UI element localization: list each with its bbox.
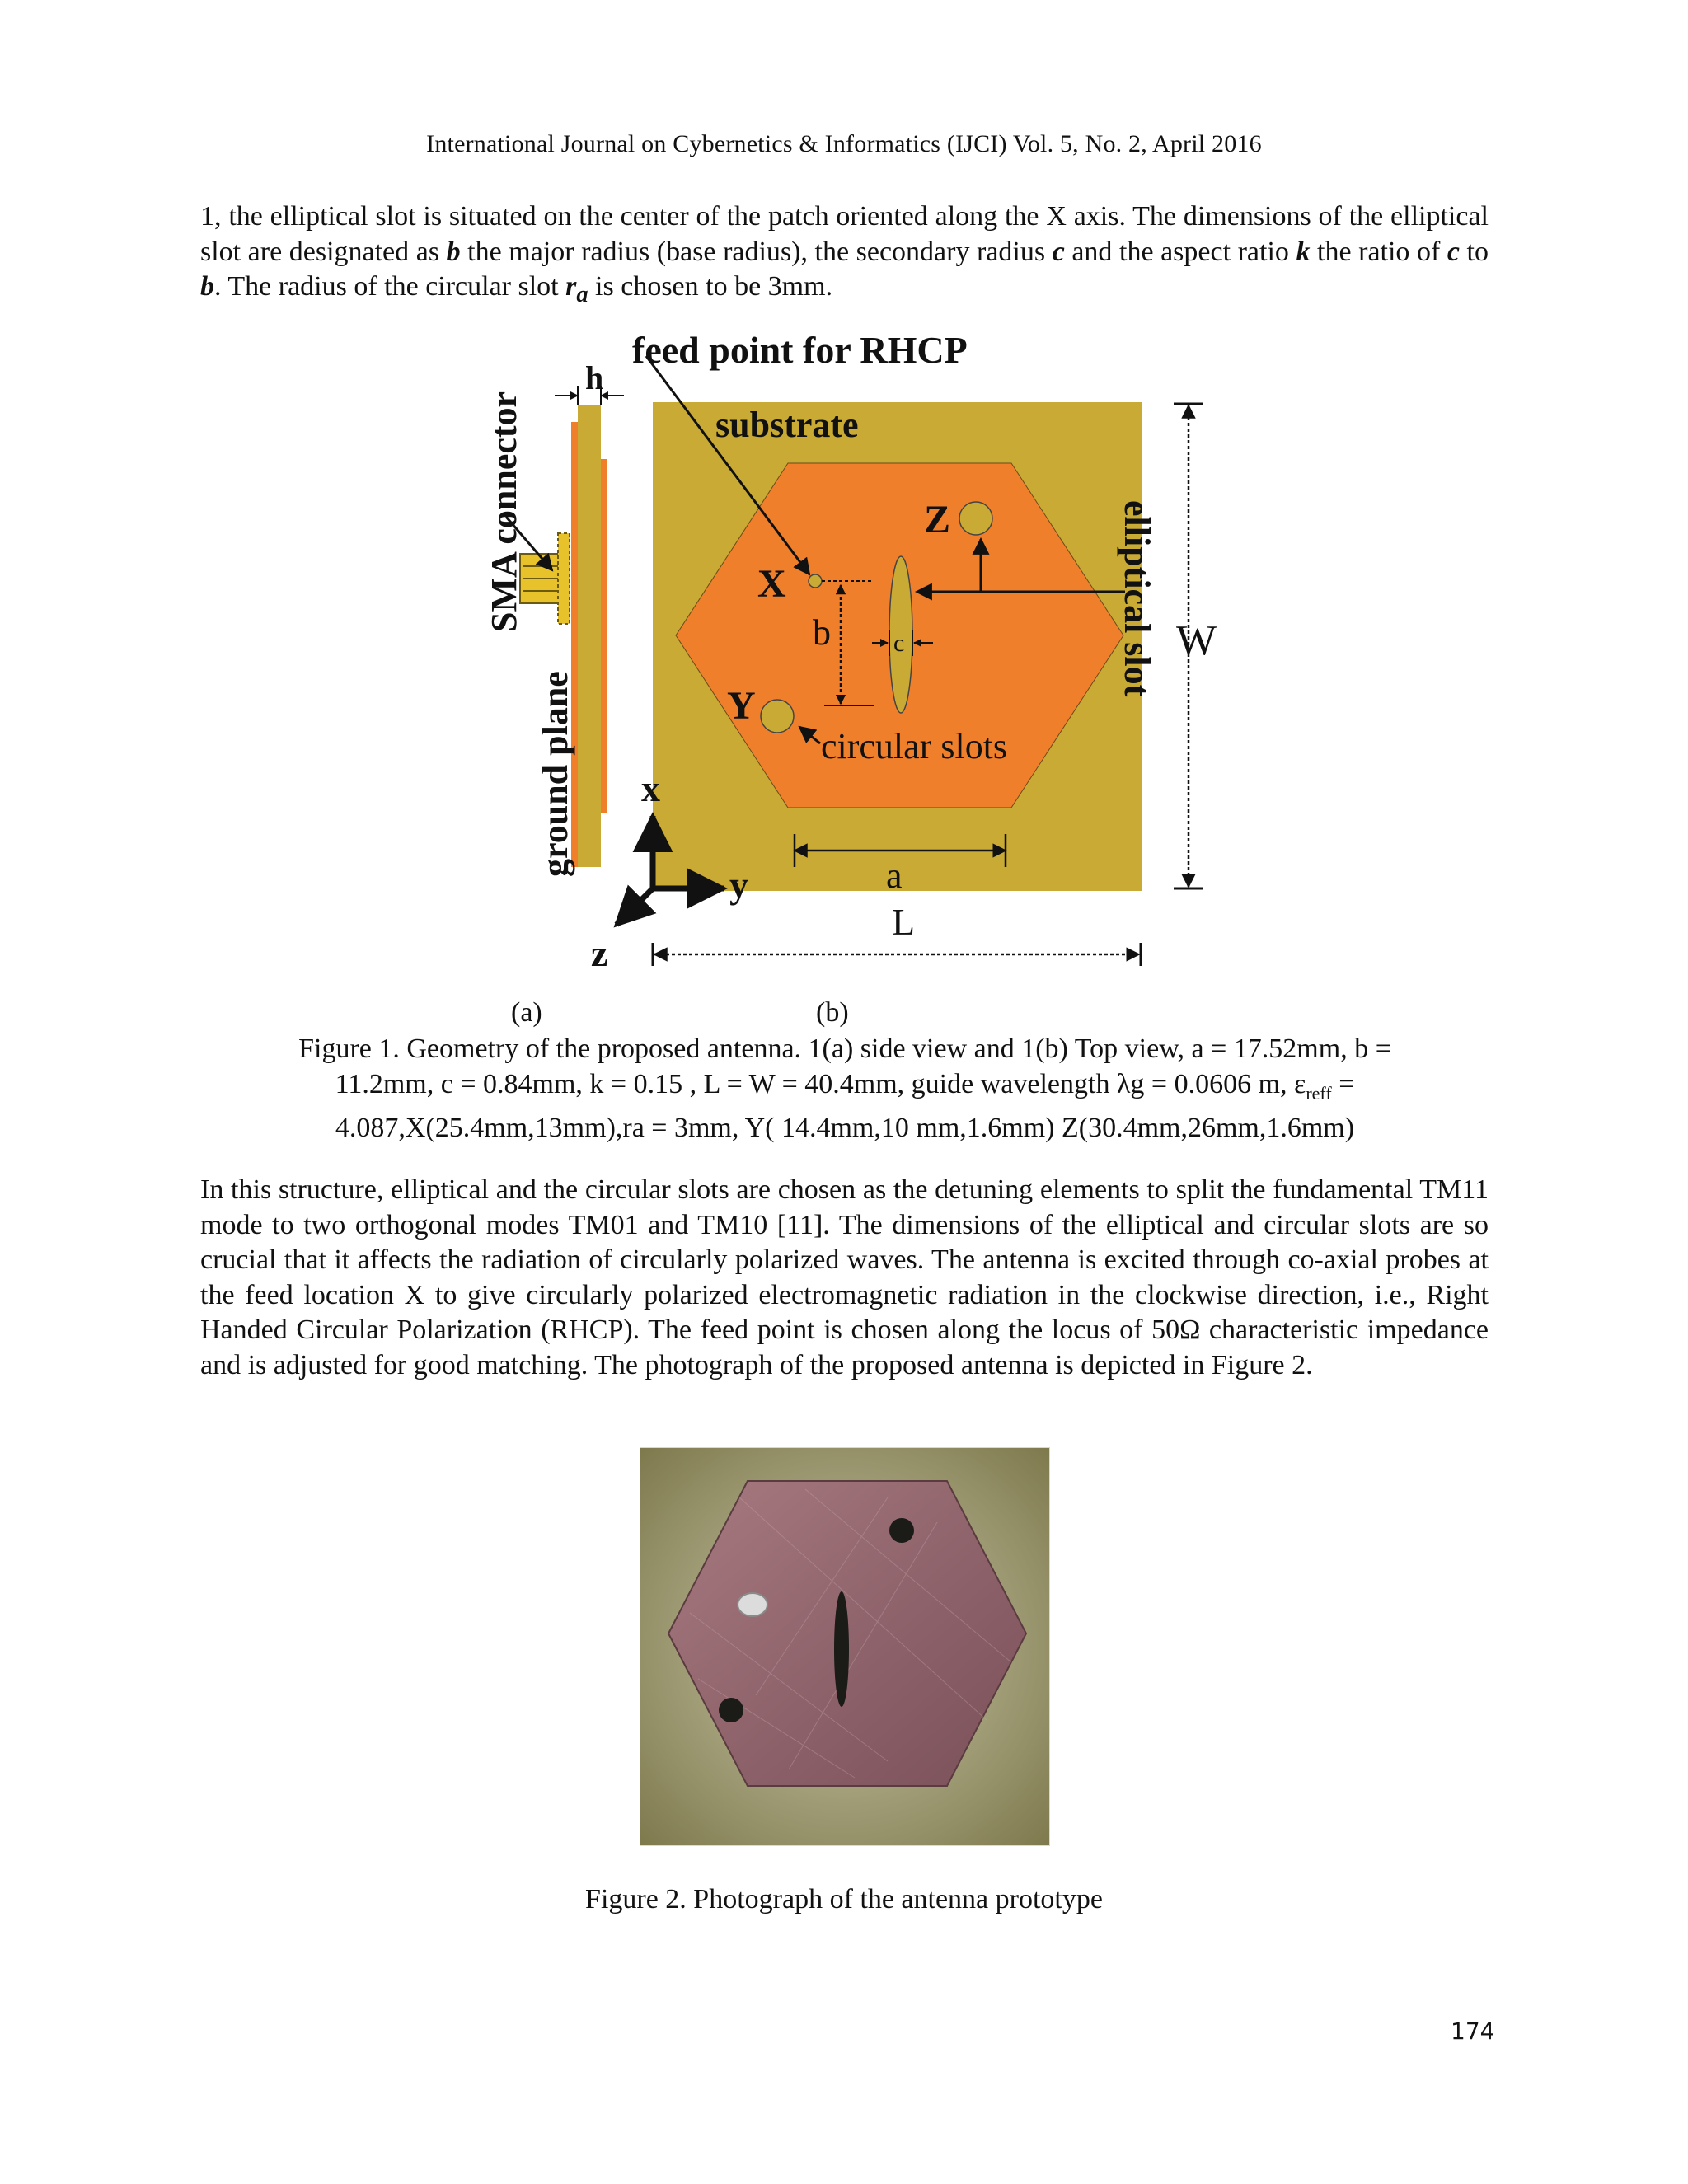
figure2-caption: Figure 2. Photograph of the antenna prototype — [585, 1884, 1103, 1915]
label-L: L — [892, 901, 916, 943]
label-elliptical-slot: elliptical slot — [1117, 500, 1157, 697]
label-feed-point: feed point for RHCP — [632, 329, 968, 371]
label-a: a — [886, 855, 903, 896]
feed-point-x — [809, 574, 822, 588]
antenna-geometry-figure — [462, 323, 1253, 982]
label-axis-x: x — [641, 767, 660, 809]
label-circular-slots: circular slots — [821, 726, 1008, 766]
circular-slot-y — [761, 700, 794, 733]
photo-elliptical-slot — [834, 1591, 849, 1707]
subfigure-label-b: (b) — [816, 997, 849, 1028]
label-sma-connector: SMA connector — [484, 391, 524, 632]
photo-circular-slot-y — [719, 1698, 743, 1722]
label-Y: Y — [727, 684, 756, 728]
paragraph-intro: 1, the elliptical slot is situated on the center of the patch oriented along the X axis. The dimensions of the elliptical slot are designated as b the major radius (base radius), the secondary radius c and the aspect ratio k the ratio of c to b. The radius of the circular slot $r_a$ is chosen to be 3mm. — [200, 201, 1489, 307]
photo-circular-slot-z — [889, 1518, 914, 1543]
label-ground-plane: ground plane — [535, 671, 575, 877]
label-axis-y: y — [729, 864, 748, 906]
photo-feed-solder — [738, 1593, 767, 1616]
label-c: c — [893, 630, 905, 657]
label-b: b — [813, 612, 831, 653]
circular-slot-z — [959, 502, 992, 535]
label-h: h — [585, 359, 604, 396]
figure1-caption: Figure 1. Geometry of the proposed antenna. 1(a) side view and 1(b) Top view, a = 17.52mm, b = 11.2mm, c = 0.84mm, k = 0.15 , L = W = 40.4mm, guide wavelength λg = 0.0606 m, $\varepsilon_{reff}$ = 4.087,X(25.4mm,13mm),ra = 3mm, Y( 14.4mm,10 mm,1.6mm) Z(30.4mm,26mm,1.6mm) — [298, 1033, 1391, 1143]
side-substrate — [578, 405, 601, 867]
label-X: X — [757, 562, 786, 606]
running-header: International Journal on Cybernetics & Informatics (IJCI) Vol. 5, No. 2, April 2016 — [426, 130, 1262, 157]
label-Z: Z — [924, 498, 951, 541]
paragraph-body: In this structure, elliptical and the circular slots are chosen as the detuning elements to split the fundamental TM11 mode to two orthogonal modes TM01 and TM10 [11]. The dimensions of the elliptical and circular slots are so crucial that it affects the radiation of circularly polarized waves. The antenna is excited through co-axial probes at the feed location X to give circularly polarized electromagnetic radiation in the clockwise direction, i.e., Right Handed Circular Polarization (RHCP). The feed point is chosen along the locus of 50Ω characteristic impedance and is adjusted for good matching. The photograph of the proposed antenna is depicted in Figure 2. — [200, 1174, 1489, 1380]
label-W: W — [1176, 617, 1217, 664]
antenna-photograph — [640, 1447, 1050, 1846]
side-patch — [601, 459, 607, 813]
label-axis-z: z — [591, 932, 608, 974]
page-number: 174 — [1451, 2018, 1495, 2045]
label-substrate: substrate — [715, 405, 859, 445]
subfigure-label-a: (a) — [511, 997, 542, 1028]
